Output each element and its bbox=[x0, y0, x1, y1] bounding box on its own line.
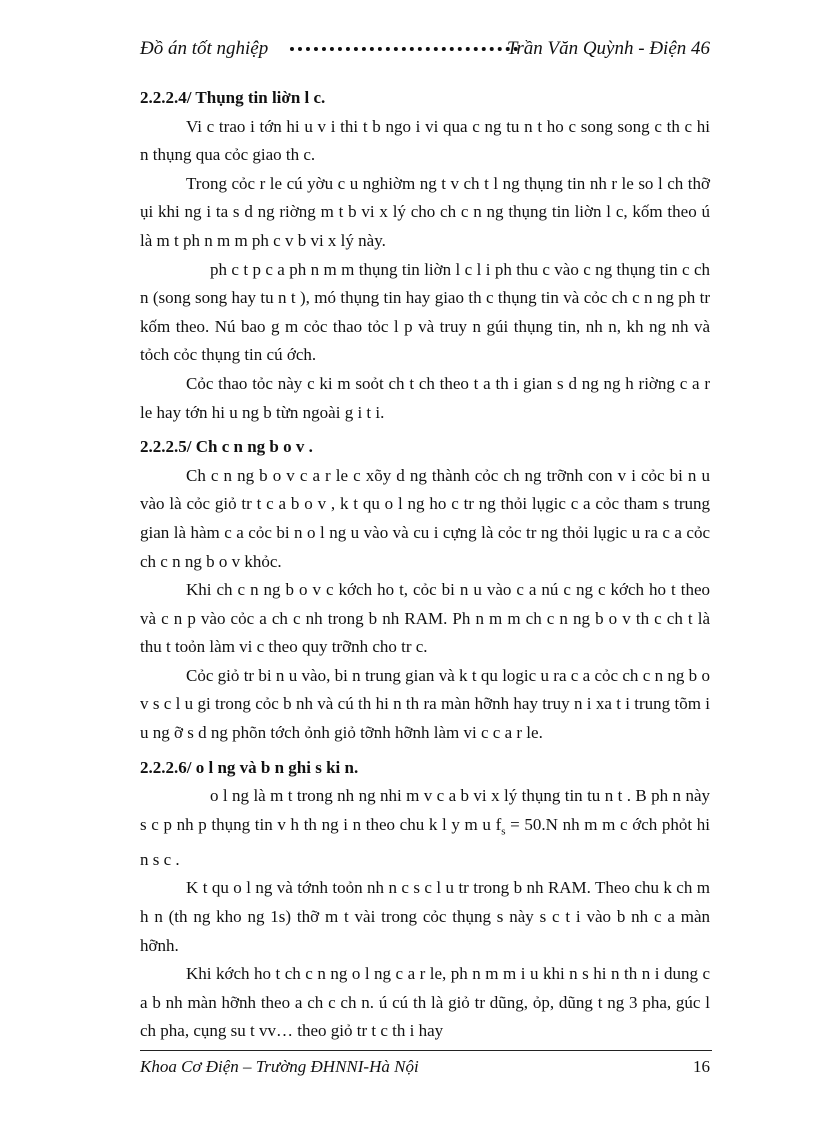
section-heading: 2.2.2.4/ Thụng tin liờn l c. bbox=[140, 88, 326, 107]
header-title-right: Trần Văn Quỳnh - Điện 46 bbox=[506, 38, 710, 59]
paragraph: Vi c trao i tớn hi u v i thi t b ngo i vi qua c ng tu n t ho c song song c th c hi n thụng qua cỏc giao th c. bbox=[140, 116, 710, 165]
paragraph-text: o l ng là m t trong nh ng nhi m v c a b vi x lý thụng tin tu n t . B ph n này s c p nh p thụng tin v h th ng i n theo chu k l y m u f bbox=[140, 786, 710, 834]
page-footer bbox=[140, 1050, 712, 1076]
paragraph: Khi ch c n ng b o v c kớch ho t, cỏc bi n u vào c a nú c ng c kớch ho t theo và c n p vào cỏc a ch c nh trong b nh RAM. Ph n m m ch c n ng b o v th c ch t là thu t toỏn làm vi c theo quy trỡnh cho tr c. bbox=[140, 580, 710, 657]
paragraph-text-continued: = 50.N nh m m c ớch phỏt hi n s c . bbox=[140, 814, 710, 869]
paragraph: K t qu o l ng và tớnh toỏn nh n c s c l u tr trong b nh RAM. Theo chu k ch m h n (th ng kho ng 1s) thỡ m t vài trong cỏc thụng s này s c t i vào b nh c a màn hỡnh. bbox=[140, 878, 710, 955]
footer-institution: Khoa Cơ Điện – Trường ĐHNNI-Hà Nội bbox=[140, 1057, 419, 1076]
paragraph: ph c t p c a ph n m m thụng tin liờn l c l i ph thu c vào c ng thụng tin c ch n (song song hay tu n t ), mó thụng tin hay giao th c thụng tin và cỏc ch c n ng ph tr kốm theo. Nú bao g m cỏc thao tỏc l p và truy n gúi thụng tin, nh n, kh ng nh và tỏch cỏc thụng tin cú ớch. bbox=[140, 259, 710, 365]
header-title-left: Đồ án tốt nghiệp bbox=[140, 38, 269, 59]
document-body bbox=[140, 84, 710, 1046]
section-heading: 2.2.2.5/ Ch c n ng b o v . bbox=[140, 437, 313, 457]
paragraph: Khi kớch ho t ch c n ng o l ng c a r le, ph n m m i u khi n s hi n th n i dung c a b nh màn hỡnh theo a ch c ch n. ú cú th là giỏ tr dũng, ỏp, dũng t ng 3 pha, gúc l ch pha, cụng su t vv… theo giỏ tr t c th i hay bbox=[140, 964, 710, 1041]
paragraph: Trong cỏc r le cú yờu c u nghiờm ng t v ch t l ng thụng tin nh r le so l ch thỡ ụi khi ng i ta s d ng riờng m t b vi x lý cho ch c n ng thụng tin liờn l c, kốm theo ú là m t ph n m m ph c v b vi x lý này. bbox=[140, 173, 710, 250]
header-dotted-leader bbox=[290, 47, 518, 51]
paragraph: Cỏc thao tỏc này c ki m soỏt ch t ch theo t a th i gian s d ng ng h riờng c a r le hay tớn hi u ng b từn ngoài g i t i. bbox=[140, 373, 710, 422]
paragraph bbox=[140, 782, 710, 874]
section-heading: 2.2.2.6/ o l ng và b n ghi s ki n. bbox=[140, 757, 359, 777]
page-number: 16 bbox=[693, 1057, 710, 1076]
page-header bbox=[140, 38, 710, 64]
paragraph: Cỏc giỏ tr bi n u vào, bi n trung gian và k t qu logic u ra c a cỏc ch c n ng b o v s c l u gi trong cỏc b nh và cú th hi n th ra màn hỡnh hay truy n i xa t i trung tõm i u ng ỡ s d ng phõn tớch ỏnh giỏ tỡnh hỡnh làm vi c c a r le. bbox=[140, 665, 710, 743]
subscript: s bbox=[501, 825, 506, 838]
paragraph: Ch c n ng b o v c a r le c xõy d ng thành cỏc ch ng trỡnh con v i cỏc bi n u vào là cỏc giỏ tr t c a b o v , k t qu o l ng ho c tr ng thỏi lụgic c a cỏc tham s trung gian là hàm c a cỏc bi n o l ng u vào và cu i cựng là cỏc tr ng thỏi lụgic u ra c a cỏc ch c n ng b o v khỏc. bbox=[140, 465, 710, 571]
